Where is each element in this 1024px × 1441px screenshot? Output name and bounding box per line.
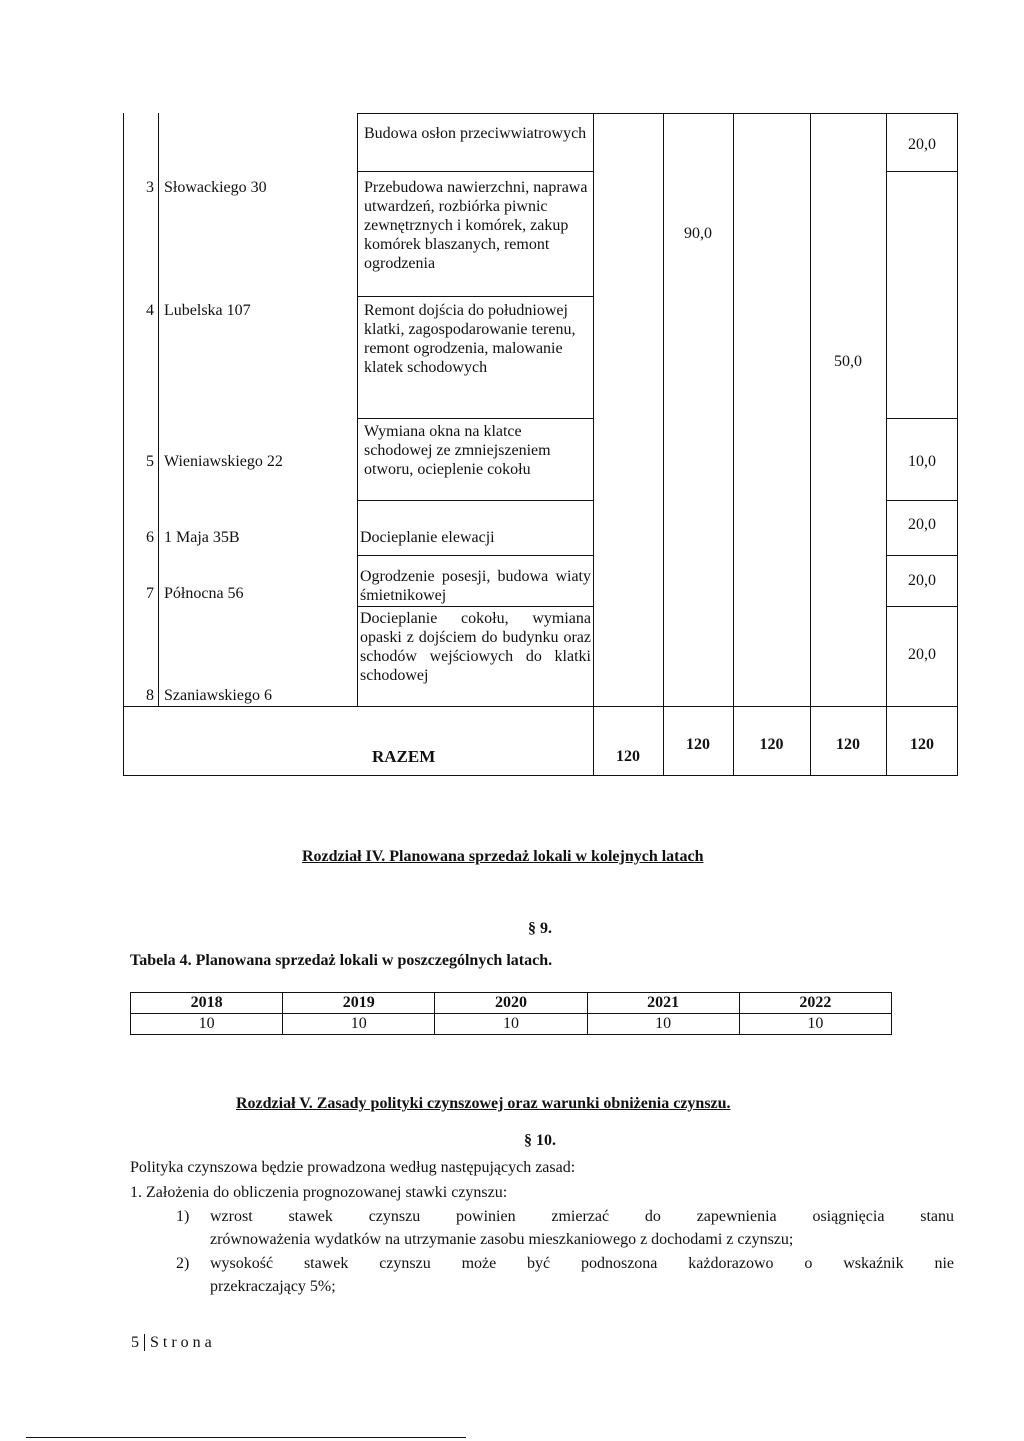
row-number: 5 — [146, 453, 154, 470]
scope-cell: Docieplanie cokołu, wymiana opaski z dojściem do budynku oraz schodów wejściowych do klatki schodowej — [360, 610, 591, 684]
section-number: § 10. — [524, 1132, 556, 1149]
year-header: 2018 — [131, 993, 283, 1014]
row-number: 4 — [146, 302, 154, 319]
scope-cell: Przebudowa nawierzchni, naprawa utwardzeń, rozbiórka piwnic zewnętrznych i komórek, zakup komórek blaszanych, remont ogrodzenia — [364, 179, 588, 272]
street-cell: Lubelska 107 — [164, 302, 251, 319]
page-label: S t r o n a — [150, 1334, 212, 1351]
sales-value: 10 — [435, 1014, 587, 1035]
bottom-rule — [26, 1437, 466, 1438]
scope-cell: Remont dojścia do południowej klatki, zagospodarowanie terenu, remont ogrodzenia, malowanie klatek schodowych — [364, 302, 576, 376]
amount-cell: 90,0 — [684, 225, 712, 242]
street-cell: Szaniawskiego 6 — [164, 687, 272, 704]
street-cell: Słowackiego 30 — [164, 179, 267, 196]
street-cell: Północna 56 — [164, 585, 244, 602]
sub-item-text: wzrost stawek czynszu powinien zmierzać do zapewnienia osiągnięcia stanu — [210, 1208, 954, 1225]
total-cell: 120 — [910, 736, 934, 753]
chapter-heading: Rozdział V. Zasady polityki czynszowej oraz warunki obniżenia czynszu. — [236, 1095, 731, 1112]
footer-divider — [144, 1334, 145, 1351]
row-number: 3 — [146, 179, 154, 196]
total-cell: 120 — [616, 748, 640, 765]
table-caption: Tabela 4. Planowana sprzedaż lokali w poszczególnych latach. — [130, 952, 553, 969]
page-number: 5 — [131, 1334, 139, 1351]
sales-value: 10 — [739, 1014, 891, 1035]
row-number: 8 — [146, 687, 154, 704]
sales-table — [130, 992, 892, 1035]
total-cell: 120 — [686, 736, 710, 753]
amount-cell: 20,0 — [908, 516, 936, 533]
year-header: 2021 — [587, 993, 739, 1014]
list-item: 1. Założenia do obliczenia prognozowanej stawki czynszu: — [130, 1184, 508, 1201]
amount-cell: 20,0 — [908, 136, 936, 153]
total-cell: 120 — [836, 736, 860, 753]
row-number: 6 — [146, 529, 154, 546]
scope-cell: Wymiana okna na klatce schodowej ze zmniejszeniem otworu, ocieplenie cokołu — [364, 423, 551, 478]
street-cell: Wieniawskiego 22 — [164, 453, 283, 470]
scope-cell: Budowa osłon przeciwwiatrowych — [364, 125, 587, 142]
total-cell: 120 — [759, 736, 784, 753]
scope-cell: Docieplanie elewacji — [360, 529, 495, 546]
amount-cell: 20,0 — [908, 572, 936, 589]
row-number: 7 — [146, 585, 154, 602]
sales-value: 10 — [587, 1014, 739, 1035]
sales-value: 10 — [283, 1014, 435, 1035]
scope-cell: Ogrodzenie posesji, budowa wiaty śmietnikowej — [360, 568, 591, 604]
year-header: 2022 — [739, 993, 891, 1014]
sales-value: 10 — [131, 1014, 283, 1035]
total-label: RAZEM — [372, 747, 436, 766]
sub-item-text: wysokość stawek czynszu może być podnoszona każdorazowo o wskaźnik nie — [210, 1255, 954, 1272]
year-header: 2020 — [435, 993, 587, 1014]
amount-cell: 50,0 — [834, 353, 862, 370]
section-number: § 9. — [528, 920, 552, 937]
amount-cell: 10,0 — [908, 453, 936, 470]
sub-item-text: zrównoważenia wydatków na utrzymanie zasobu mieszkaniowego z dochodami z czynszu; — [210, 1231, 794, 1248]
sub-item-text: przekraczający 5%; — [210, 1278, 336, 1295]
year-header: 2019 — [283, 993, 435, 1014]
paragraph: Polityka czynszowa będzie prowadzona według następujących zasad: — [130, 1159, 576, 1176]
chapter-heading: Rozdział IV. Planowana sprzedaż lokali w kolejnych latach — [302, 848, 704, 865]
sub-item-number: 2) — [176, 1255, 190, 1272]
amount-cell: 20,0 — [908, 646, 936, 663]
sub-item-number: 1) — [176, 1208, 190, 1225]
street-cell: 1 Maja 35B — [164, 529, 240, 546]
